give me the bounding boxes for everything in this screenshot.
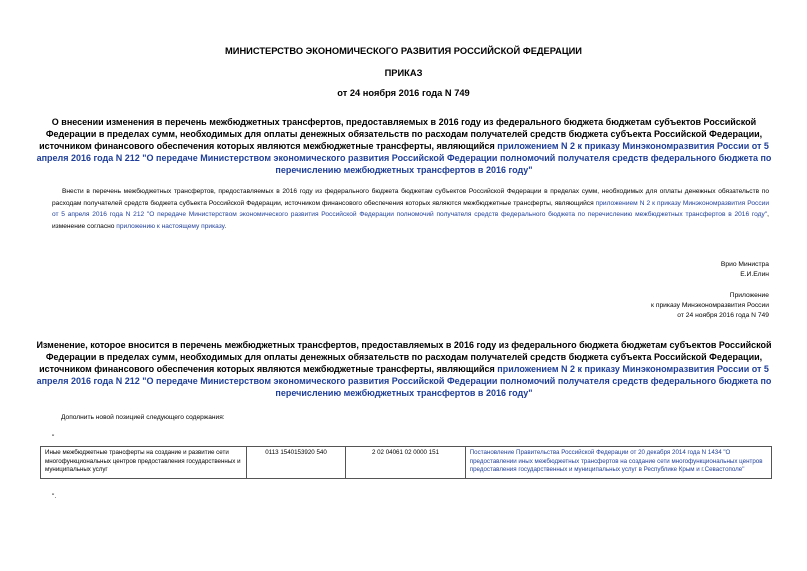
change-title-text: Изменение, которое вносится в перечень межбюджетных трансфертов, предоставляемых в 2016 году из федерального бюджета бюджетам субъектов Российской Федерации в пределах сумм, необходимых для оплаты денежных обязательств по расходам получателей средств бюджета субъекта Российской Федерации, источником финансового обеспечения которых являются межбюджетные трансферты, являющийся — [36, 340, 772, 375]
quote-close: ". — [52, 493, 57, 500]
signature-name: Е.И.Елин — [740, 271, 769, 279]
appendix-line-1: Приложение — [729, 292, 769, 299]
body-link-appendix[interactable]: приложению к настоящему приказу — [116, 223, 225, 231]
document-title-text: О внесении изменения в перечень межбюджетных трансфертов, предоставляемых в 2016 году из федерального бюджета бюджетам субъектов Российской Федерации в пределах сумм, необходимых для оплаты денежных обязательств по расходам получателей средств бюджета субъекта Российской Федерации, источником финансового обеспечения которых являются межбюджетные трансферты, являющийся — [39, 117, 763, 152]
signature-block — [721, 260, 769, 280]
document-title-link[interactable]: приложением N 2 к приказу Минэкономразвития России от 5 апреля 2016 года N 212 "О передаче Министерством экономического развития Российской Федерации полномочий получателя средств федерального бюджета по перечислению межбюджетных трансфертов в 2016 году" — [36, 141, 772, 176]
budget-code-cell: 0113 1540153920 540 — [246, 447, 345, 479]
change-title — [28, 339, 780, 399]
body-text-middle: , изменение согласно — [52, 211, 769, 231]
body-text-end: . — [224, 223, 227, 231]
appendix-line-2: к приказу Минэкономразвития России — [651, 302, 769, 310]
appendix-line-3: от 24 ноября 2016 года N 749 — [677, 312, 769, 320]
transfer-name-cell: Иные межбюджетные трансферты на создание и развитие сети многофункциональных центров предоставления государственных и муниципальных услуг — [41, 447, 247, 479]
new-position-table — [40, 446, 772, 479]
quote-open: " — [52, 434, 55, 441]
body-text-before: Внести в перечень межбюджетных трансфертов, предоставляемых в 2016 году из федерального бюджета бюджетам субъектов Российской Федерации в пределах сумм, необходимых для оплаты денежных обязательств по расходам получателей средств бюджета субъекта Российской Федерации, источником финансового обеспечения которых являются межбюджетные трансферты, являющийся — [52, 188, 769, 207]
appendix-header — [651, 291, 769, 322]
document-type: ПРИКАЗ — [384, 68, 423, 78]
document-date: от 24 ноября 2016 года N 749 — [337, 88, 470, 98]
body-link-order-212[interactable]: приложением N 2 к приказу Минэкономразвития России от 5 апреля 2016 года N 212 "О передаче Министерством экономического развития Российской Федерации полномочий получателя средств федерального бюджета по перечислению межбюджетных трансфертов в 2016 году" — [52, 199, 769, 219]
ministry-name: МИНИСТЕРСТВО ЭКОНОМИЧЕСКОГО РАЗВИТИЯ РОССИЙСКОЙ ФЕДЕРАЦИИ — [225, 46, 582, 56]
income-code-cell: 2 02 04061 02 0000 151 — [346, 447, 465, 479]
instruction-text: Дополнить новой позицией следующего содержания: — [61, 414, 225, 421]
body-paragraph — [52, 186, 769, 233]
change-title-link[interactable]: приложением N 2 к приказу Минэкономразвития России от 5 апреля 2016 года N 212 "О передаче Министерством экономического развития Российской Федерации полномочий получателя средств федерального бюджета по перечислению межбюджетных трансфертов в 2016 году" — [36, 364, 772, 399]
signature-position: Врио Министра — [720, 261, 769, 268]
legal-basis-link-cell[interactable]: Постановление Правительства Российской Федерации от 20 декабря 2014 года N 1434 "О предоставлении иных межбюджетных трансфертов на создание сети многофункциональных центров предоставления государственных и муниципальных услуг в Республике Крым и г.Севастополе" — [465, 447, 771, 479]
table-row — [41, 447, 772, 479]
document-title — [28, 116, 780, 176]
